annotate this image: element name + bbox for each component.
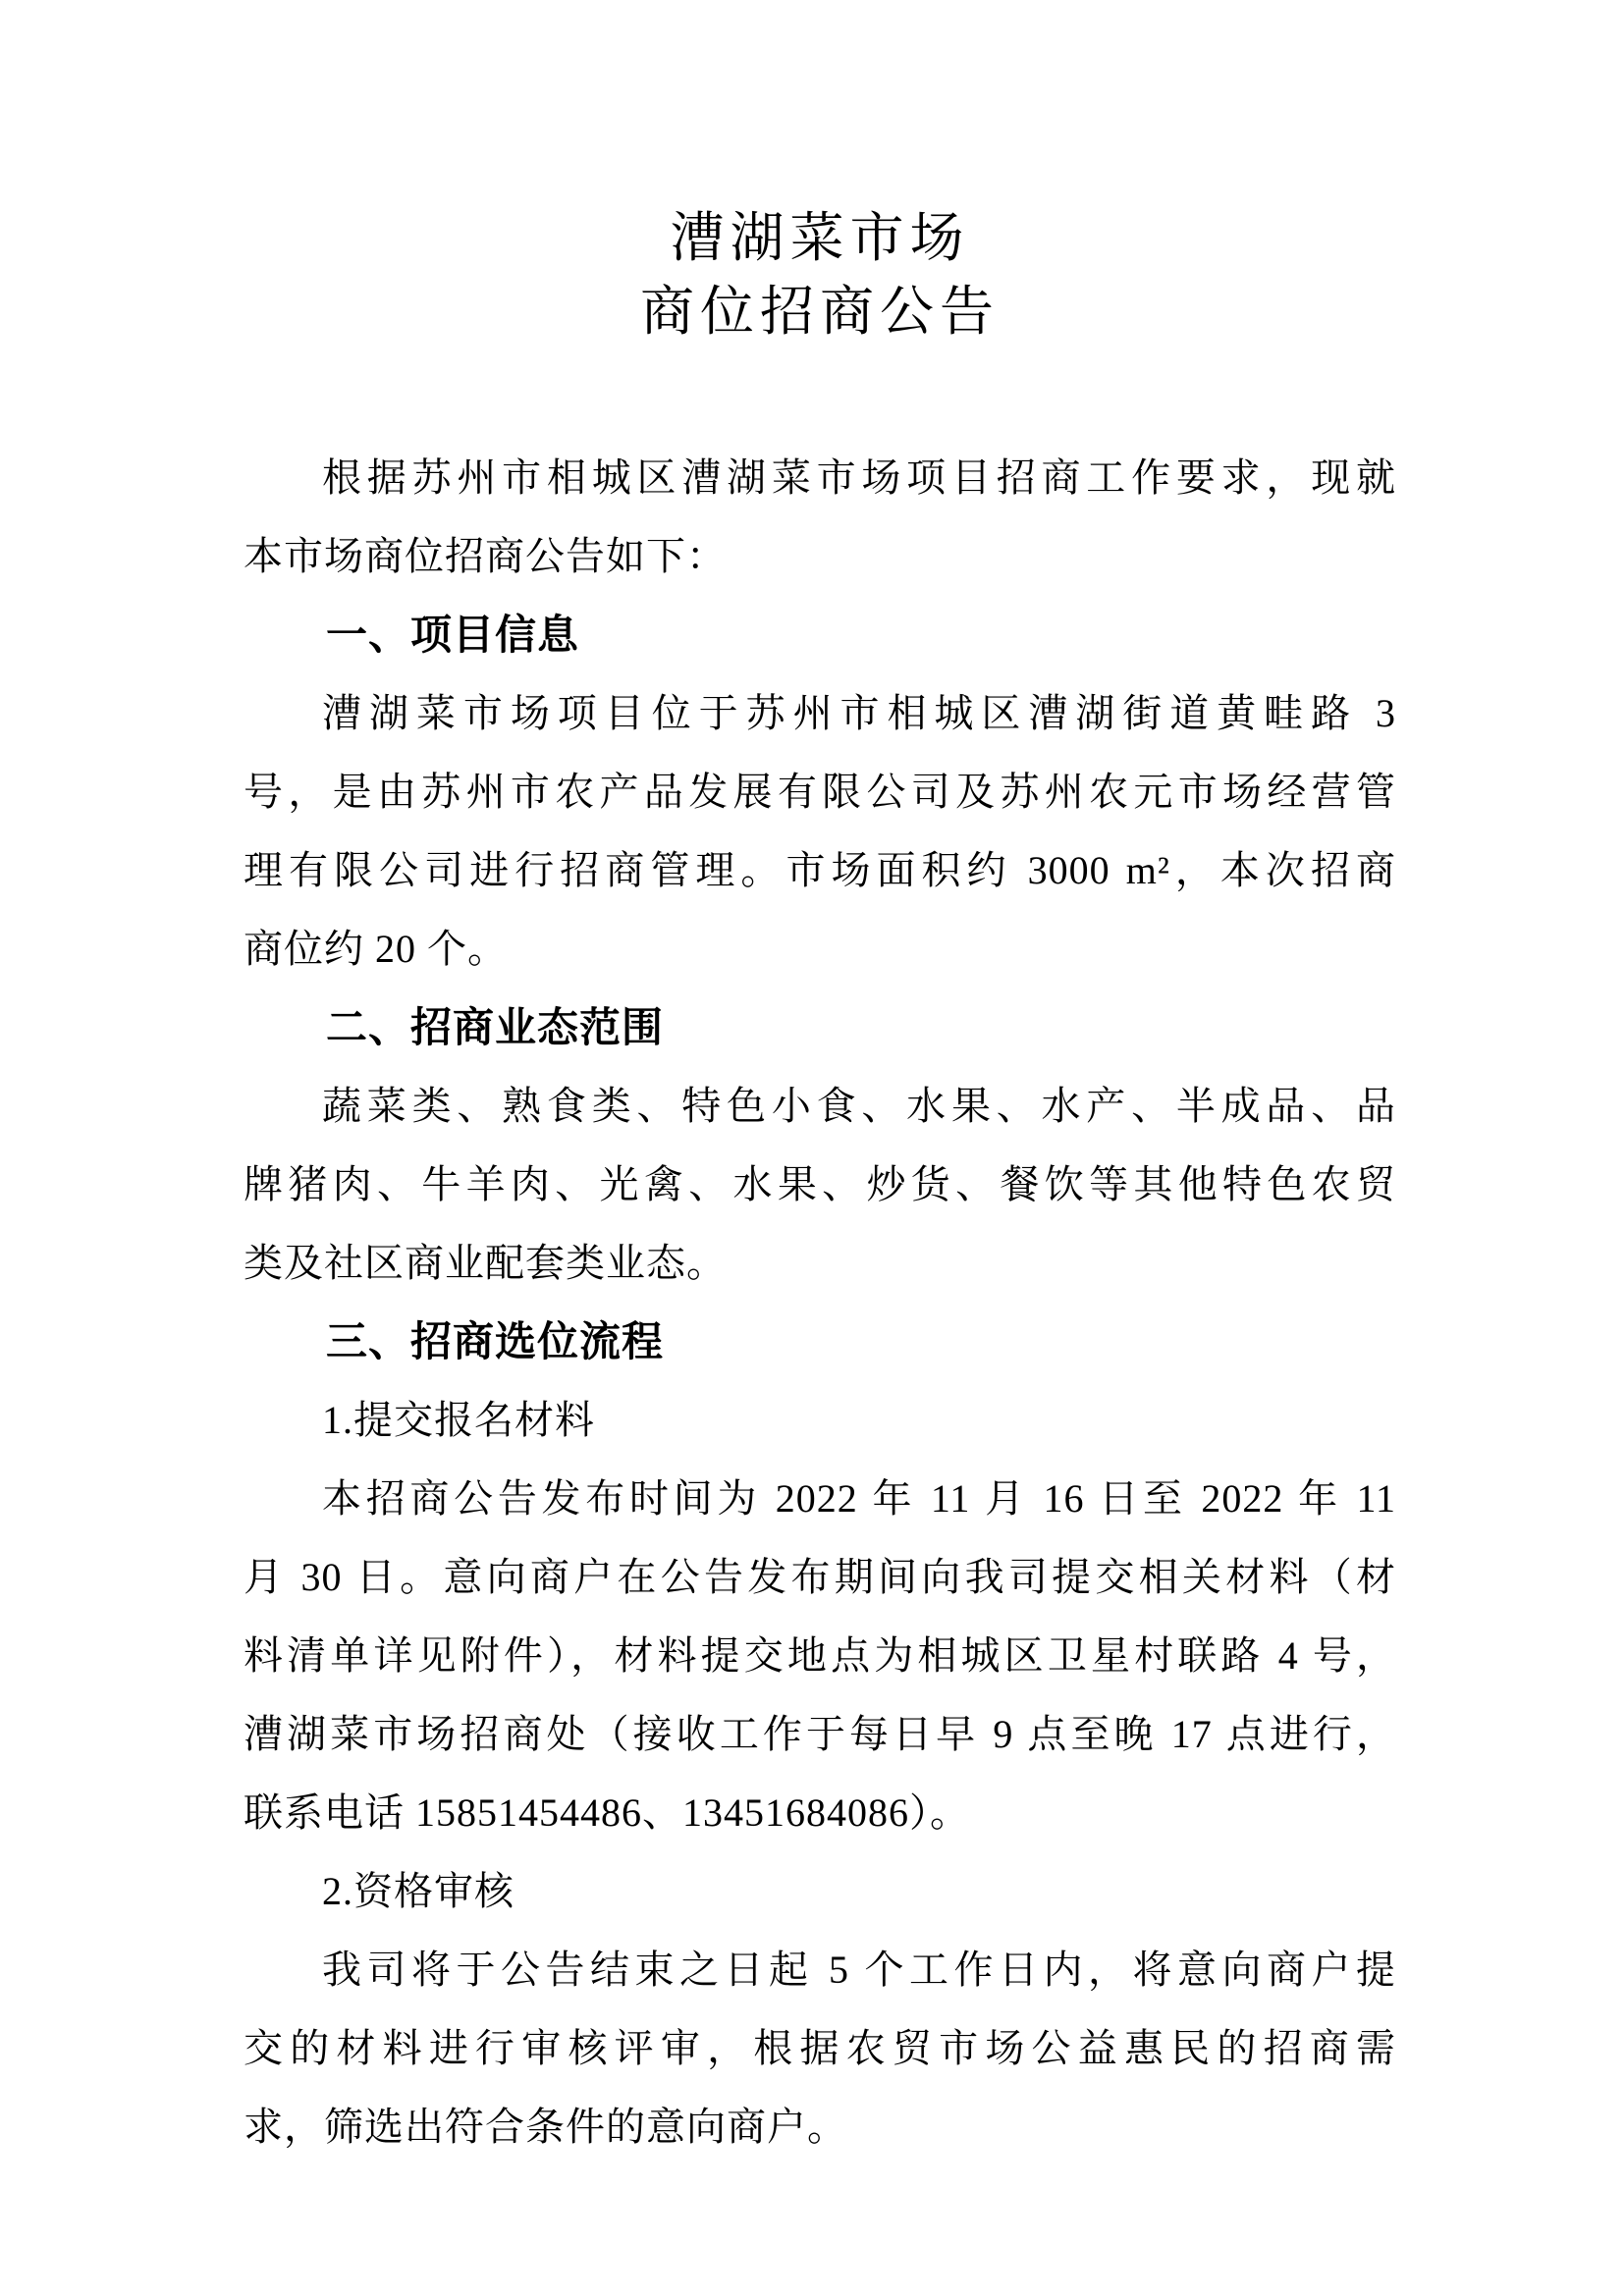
text-line: 本招商公告发布时间为 2022 年 11 月 16 日至 2022 年 11 [322,1476,1396,1521]
paragraph-intro [244,439,1396,596]
paragraph-qualification-review [244,1931,1396,2166]
text-line: 漕湖菜市场招商处（接收工作于每日早 9 点至晚 17 点进行， [244,1712,1396,1756]
text-line: 类及社区商业配套类业态。 [244,1241,727,1285]
text-line: 蔬菜类、熟食类、特色小食、水果、水产、半成品、品 [322,1084,1396,1128]
list-item-text: 2.资格审核 [322,1869,514,1913]
text-line: 料清单详见附件），材料提交地点为相城区卫星村联路 4 号， [244,1633,1396,1678]
text-line: 号，是由苏州市农产品发展有限公司及苏州农元市场经营管 [244,770,1396,814]
document-title-line: 商位招商公告 [639,282,1000,342]
text-line: 求，筛选出符合条件的意向商户。 [244,2105,847,2149]
text-line: 根据苏州市相城区漕湖菜市场项目招商工作要求，现就 [322,455,1396,500]
text-line: 商位约 20 个。 [244,927,508,971]
section-heading-3 [244,1303,1396,1381]
paragraph-business-scope [244,1067,1396,1303]
document-body [244,439,1396,2166]
list-item-1 [244,1381,1396,1460]
text-line: 我司将于公告结束之日起 5 个工作日内，将意向商户提 [322,1948,1396,1992]
text-line: 联系电话 15851454486、13451684086）。 [244,1790,970,1835]
text-line: 交的材料进行审核评审，根据农贸市场公益惠民的招商需 [244,2026,1396,2070]
section-heading-text: 一、项目信息 [326,612,580,658]
text-line: 漕湖菜市场项目位于苏州市相城区漕湖街道黄畦路 3 [322,691,1396,735]
text-line: 月 30 日。意向商户在公告发布期间向我司提交相关材料（材 [244,1555,1396,1599]
document-title-line: 漕湖菜市场 [670,208,970,268]
list-item-2 [244,1852,1396,1931]
paragraph-project-info [244,674,1396,988]
section-heading-text: 三、招商选位流程 [326,1318,665,1364]
section-heading-1 [244,596,1396,674]
document-title [244,201,1396,348]
paragraph-submit-materials [244,1460,1396,1852]
list-item-text: 1.提交报名材料 [322,1398,595,1442]
section-heading-text: 二、招商业态范围 [326,1004,665,1050]
text-line: 牌猪肉、牛羊肉、光禽、水果、炒货、餐饮等其他特色农贸 [244,1162,1396,1206]
text-line: 理有限公司进行招商管理。市场面积约 3000 m²，本次招商 [244,848,1396,892]
text-line: 本市场商位招商公告如下： [244,534,727,578]
section-heading-2 [244,988,1396,1067]
